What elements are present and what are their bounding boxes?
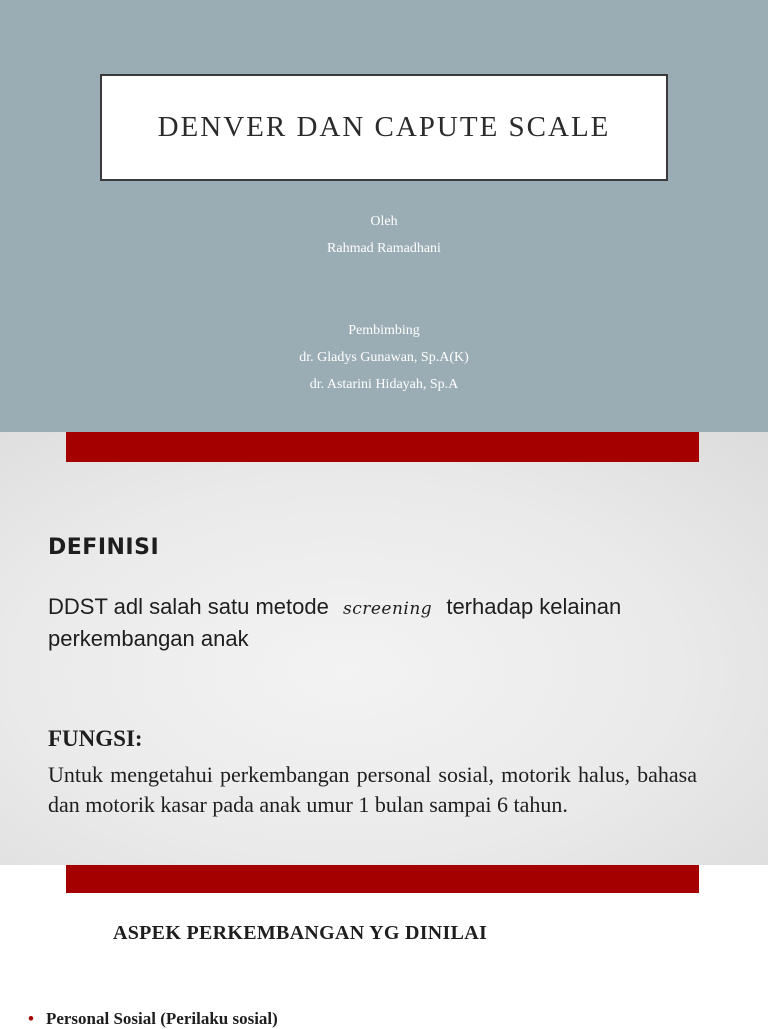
function-heading: FUNGSI: bbox=[48, 726, 143, 751]
title-slide bbox=[0, 0, 768, 432]
definition-heading: DEFINISI bbox=[48, 535, 160, 560]
function-text: Untuk mengetahui perkembangan personal sosial, motorik halus, bahasa dan motorik kasar pada anak umur 1 bulan sampai 6 tahun. bbox=[48, 762, 697, 817]
supervisor-block bbox=[0, 317, 768, 398]
author-name: Rahmad Ramadhani bbox=[327, 241, 441, 256]
by-label: Oleh bbox=[370, 214, 398, 229]
supervisor-name: dr. Astarini Hidayah, Sp.A bbox=[309, 377, 459, 392]
aspects-slide bbox=[0, 865, 768, 1028]
top-accent-bar bbox=[66, 432, 699, 462]
definition-slide bbox=[0, 432, 768, 865]
title-box bbox=[100, 74, 668, 181]
author-block bbox=[0, 208, 768, 262]
top-accent-bar bbox=[66, 865, 699, 893]
definition-text-before: DDST adl salah satu metode bbox=[48, 594, 329, 619]
list-item-label: Personal Sosial (Perilaku sosial) bbox=[45, 1009, 278, 1028]
supervisor-label: Pembimbing bbox=[348, 323, 420, 338]
list-item bbox=[28, 1009, 278, 1029]
definition-text-after: terhadap kelainan perkembangan anak bbox=[48, 594, 622, 651]
aspects-heading: ASPEK PERKEMBANGAN YG DINILAI bbox=[113, 922, 488, 944]
definition-script-word: screening bbox=[342, 599, 433, 619]
supervisor-name: dr. Gladys Gunawan, Sp.A(K) bbox=[299, 350, 469, 365]
slide-title: DENVER DAN CAPUTE SCALE bbox=[157, 111, 611, 143]
definition-text bbox=[48, 592, 698, 654]
bullet-icon: • bbox=[28, 1009, 34, 1028]
